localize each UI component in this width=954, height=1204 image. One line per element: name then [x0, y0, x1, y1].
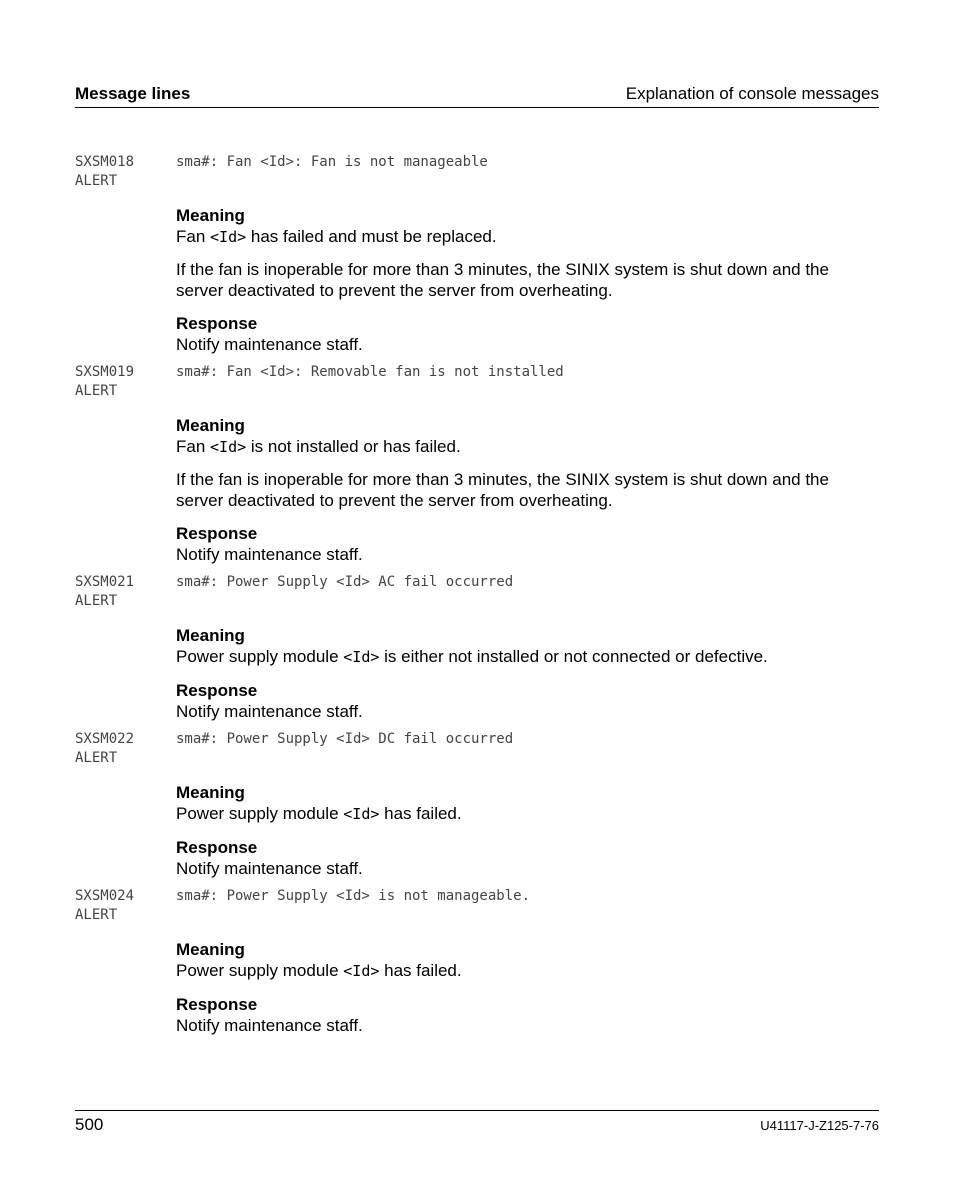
message-text: sma#: Power Supply <Id> AC fail occurred	[176, 574, 514, 590]
message-entry	[75, 573, 879, 722]
message-body	[176, 939, 879, 1036]
meaning-text-end: has failed.	[379, 804, 462, 823]
message-text: sma#: Power Supply <Id> is not manageable.	[176, 888, 531, 904]
meaning-text	[176, 646, 879, 668]
meaning-placeholder: <Id>	[343, 805, 380, 823]
meaning-placeholder: <Id>	[343, 962, 380, 980]
message-entry	[75, 730, 879, 879]
response-heading: Response	[176, 838, 258, 857]
meaning-placeholder: <Id>	[343, 648, 380, 666]
message-level: ALERT	[75, 173, 118, 189]
meaning-text	[176, 803, 879, 825]
message-text: sma#: Power Supply <Id> DC fail occurred	[176, 731, 514, 747]
page-header	[75, 84, 879, 108]
message-entry	[75, 363, 879, 565]
message-code: SXSM022	[75, 731, 135, 747]
message-text: sma#: Fan <Id>: Removable fan is not installed	[176, 364, 564, 380]
message-level: ALERT	[75, 907, 118, 923]
meaning-heading: Meaning	[176, 416, 245, 435]
message-header	[75, 153, 879, 201]
meaning-heading: Meaning	[176, 206, 245, 225]
meaning-text	[176, 436, 879, 458]
message-body	[176, 205, 879, 355]
response-text: Notify maintenance staff.	[176, 335, 363, 354]
meaning-text-start: Power supply module	[176, 961, 344, 980]
message-text: sma#: Fan <Id>: Fan is not manageable	[176, 154, 488, 170]
message-list	[75, 153, 879, 1044]
response-text: Notify maintenance staff.	[176, 702, 363, 721]
message-header	[75, 363, 879, 411]
response-text: Notify maintenance staff.	[176, 545, 363, 564]
message-code: SXSM019	[75, 364, 135, 380]
meaning-text-start: Fan	[176, 227, 211, 246]
meaning-text-start: Fan	[176, 437, 211, 456]
message-body	[176, 782, 879, 879]
document-id: U41117-J-Z125-7-76	[760, 1118, 879, 1133]
message-code: SXSM024	[75, 888, 135, 904]
page-number: 500	[75, 1115, 104, 1134]
meaning-placeholder: <Id>	[210, 228, 247, 246]
meaning-text-end: is not installed or has failed.	[246, 437, 461, 456]
chapter-title: Explanation of console messages	[625, 84, 879, 103]
message-header	[75, 887, 879, 935]
section-title: Message lines	[75, 84, 191, 103]
meaning-placeholder: <Id>	[210, 438, 247, 456]
meaning-detail: If the fan is inoperable for more than 3 minutes, the SINIX system is shut down and the server deactivated to prevent the server from overheating.	[176, 260, 829, 300]
message-body	[176, 625, 879, 722]
message-header	[75, 730, 879, 778]
response-heading: Response	[176, 524, 258, 543]
message-level: ALERT	[75, 593, 118, 609]
meaning-heading: Meaning	[176, 940, 245, 959]
meaning-text-end: has failed and must be replaced.	[246, 227, 497, 246]
response-heading: Response	[176, 681, 258, 700]
message-level: ALERT	[75, 383, 118, 399]
message-code: SXSM018	[75, 154, 135, 170]
meaning-detail: If the fan is inoperable for more than 3 minutes, the SINIX system is shut down and the server deactivated to prevent the server from overheating.	[176, 470, 829, 510]
meaning-text-end: is either not installed or not connected or defective.	[379, 647, 768, 666]
message-entry	[75, 153, 879, 355]
meaning-text-end: has failed.	[379, 961, 462, 980]
response-heading: Response	[176, 314, 258, 333]
message-code: SXSM021	[75, 574, 135, 590]
response-heading: Response	[176, 995, 258, 1014]
meaning-heading: Meaning	[176, 626, 245, 645]
meaning-heading: Meaning	[176, 783, 245, 802]
meaning-text-start: Power supply module	[176, 647, 344, 666]
message-entry	[75, 887, 879, 1036]
meaning-text-start: Power supply module	[176, 804, 344, 823]
message-header	[75, 573, 879, 621]
meaning-text	[176, 226, 879, 248]
response-text: Notify maintenance staff.	[176, 859, 363, 878]
meaning-text	[176, 960, 879, 982]
message-level: ALERT	[75, 750, 118, 766]
response-text: Notify maintenance staff.	[176, 1016, 363, 1035]
message-body	[176, 415, 879, 565]
page-footer	[75, 1110, 879, 1134]
